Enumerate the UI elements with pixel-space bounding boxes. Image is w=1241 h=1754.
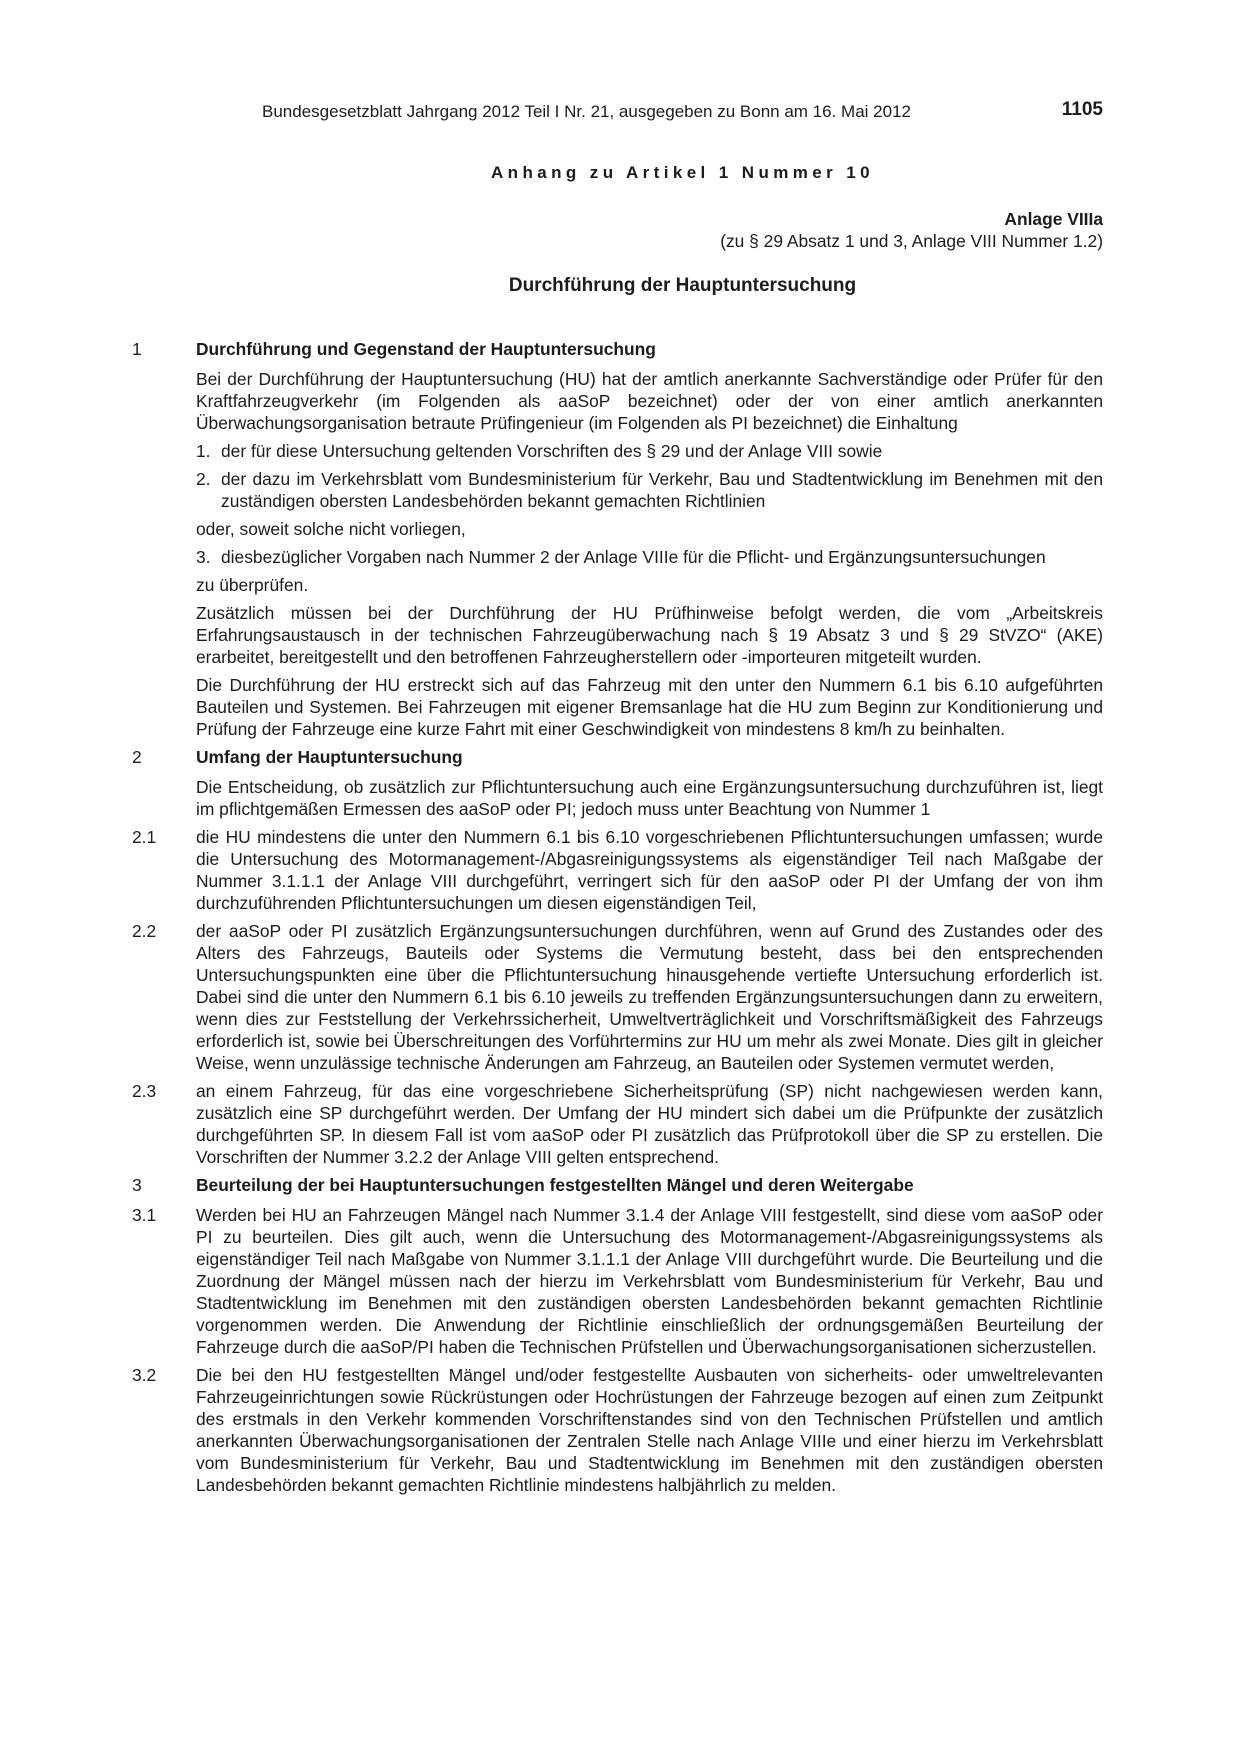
list-item [196, 546, 1103, 568]
section-number: 3 [132, 1175, 142, 1195]
section-heading-2 [132, 746, 1103, 768]
list-text: diesbezüglicher Vorgaben nach Nummer 2 der Anlage VIIIe für die Pflicht- und Ergänzungsuntersuchungen [221, 547, 1046, 567]
paragraph: Die Entscheidung, ob zusätzlich zur Pflichtuntersuchung auch eine Ergänzungsuntersuchung durchzuführen ist, liegt im pflichtgemäßen Ermessen des aaSoP oder PI; jedoch muss unter Beachtung von Nummer 1 [196, 777, 1103, 819]
subsection-text: der aaSoP oder PI zusätzlich Ergänzungsuntersuchungen durchführen, wenn auf Grund des Zustandes oder des Alters des Fahrzeugs, Bauteils oder Systems die Vermutung besteht, dass bei den entsprechenden Untersuchungspunkten eine über die Pflichtuntersuchung hinausgehende vertiefte Untersuchung erforderlich ist. Dabei sind die unter den Nummern 6.1 bis 6.10 jeweils zu treffenden Ergänzungsuntersuchungen dann zu erweitern, wenn dies zur Feststellung der Verkehrssicherheit, Umweltverträglichkeit und Vorschriftsmäßigkeit des Fahrzeugs erforderlich ist, sowie bei Überschreitungen des Vorführtermins zur HU um mehr als zwei Monate. Dies gilt in gleicher Weise, wenn unzulässige technische Änderungen am Fahrzeug, an Bauteilen oder Systemen vermutet werden, [196, 921, 1103, 1073]
subsection-text: Werden bei HU an Fahrzeugen Mängel nach Nummer 3.1.4 der Anlage VIII festgestellt, sind diese vom aaSoP oder PI zu beurteilen. Dies gilt auch, wenn die Untersuchung des Motormanagement-/Abgasreinigungssystems als eigenständiger Teil nach Maßgabe von Nummer 3.1.1.1 der Anlage VIII durchgeführt wurde. Die Beurteilung und die Zuordnung der Mängel müssen nach der hierzu im Verkehrsblatt vom Bundesministerium für Verkehr, Bau und Stadtentwicklung im Benehmen mit den zuständigen obersten Landesbehörden bekannt gemachten Richtlinie vorgenommen werden. Die Anwendung der Richtlinie einschließlich der ordnungsgemäßen Beurteilung der Fahrzeuge durch die aaSoP/PI haben die Technischen Prüfstellen und Überwachungsorganisationen sicherzustellen. [196, 1205, 1103, 1357]
subsection-number: 3.1 [132, 1205, 157, 1225]
paragraph: zu überprüfen. [196, 575, 309, 595]
list-item [196, 468, 1103, 512]
subsection-text: an einem Fahrzeug, für das eine vorgeschriebene Sicherheitsprüfung (SP) nicht nachgewiesen werden kann, zusätzlich eine SP durchgeführt werden. Der Umfang der HU mindert sich dabei um die Prüfpunkte der zusätzlich durchgeführten SP. In diesem Fall ist vom aaSoP oder PI zusätzlich das Prüfprotokoll über die SP zu erstellen. Die Vorschriften der Nummer 3.2.2 der Anlage VIII gelten entsprechend. [196, 1081, 1103, 1167]
list-number: 1. [196, 441, 211, 461]
section-number: 1 [132, 339, 142, 359]
document-title: Durchführung der Hauptuntersuchung [508, 275, 857, 296]
list-text: der dazu im Verkehrsblatt vom Bundesministerium für Verkehr, Bau und Stadtentwicklung im Benehmen mit den zuständigen obersten Landesbehörden bekannt gemachten Richtlinien [221, 469, 1103, 511]
subsection-number: 2.3 [132, 1081, 157, 1101]
paragraph: oder, soweit solche nicht vorliegen, [196, 519, 466, 539]
list-text: der für diese Untersuchung geltenden Vorschriften des § 29 und der Anlage VIII sowie [221, 441, 883, 461]
subsection-3-1 [132, 1204, 1103, 1358]
subsection-2-1 [132, 826, 1103, 914]
list-number: 2. [196, 469, 211, 489]
list-number: 3. [196, 547, 211, 567]
subsection-number: 3.2 [132, 1365, 157, 1385]
section-heading-1 [132, 338, 1103, 360]
section-title: Umfang der Hauptuntersuchung [196, 747, 463, 767]
anlage-reference: (zu § 29 Absatz 1 und 3, Anlage VIII Nummer 1.2) [720, 231, 1103, 251]
annex-title: Anhang zu Artikel 1 Nummer 10 [491, 163, 874, 182]
section-number: 2 [132, 747, 142, 767]
gazette-line: Bundesgesetzblatt Jahrgang 2012 Teil I Nr. 21, ausgegeben zu Bonn am 16. Mai 2012 [262, 102, 911, 121]
section-title: Beurteilung der bei Hauptuntersuchungen festgestellten Mängel und deren Weitergabe [196, 1175, 914, 1195]
page-number: 1105 [1061, 99, 1103, 120]
paragraph: Die Durchführung der HU erstreckt sich auf das Fahrzeug mit den unter den Nummern 6.1 bis 6.10 aufgeführten Bauteilen und Systemen. Bei Fahrzeugen mit eigener Bremsanlage hat die HU zum Beginn zur Konditionierung und Prüfung der Fahrzeuge eine kurze Fahrt mit einer Geschwindigkeit von mindestens 8 km/h zu beinhalten. [196, 675, 1103, 739]
subsection-text: die HU mindestens die unter den Nummern 6.1 bis 6.10 vorgeschriebenen Pflichtuntersuchungen umfassen; wurde die Untersuchung des Motormanagement-/Abgasreinigungssystems als eigenständiger Teil nach Maßgabe der Nummer 3.1.1.1 der Anlage VIII durchgeführt, verringert sich für den aaSoP oder PI der Umfang der von ihm durchzuführenden Pflichtuntersuchungen um diesen eigenständigen Teil, [196, 827, 1103, 913]
paragraph: Zusätzlich müssen bei der Durchführung der HU Prüfhinweise befolgt werden, die vom „Arbeitskreis Erfahrungsaustausch in der technischen Fahrzeugüberwachung nach § 19 Absatz 3 und § 29 StVZO“ (AKE) erarbeitet, bereitgestellt und den betroffenen Fahrzeugherstellern oder -importeuren mitgeteilt wurden. [196, 603, 1103, 667]
section-title: Durchführung und Gegenstand der Hauptuntersuchung [196, 339, 656, 359]
paragraph: Bei der Durchführung der Hauptuntersuchung (HU) hat der amtlich anerkannte Sachverständige oder Prüfer für den Kraftfahrzeugverkehr (im Folgenden als aaSoP bezeichnet) oder der von einer amtlich anerkannten Überwachungsorganisation betraute Prüfingenieur (im Folgenden als PI bezeichnet) die Einhaltung [196, 369, 1103, 433]
subsection-number: 2.2 [132, 921, 157, 941]
anlage-block [720, 208, 1103, 252]
subsection-number: 2.1 [132, 827, 157, 847]
anlage-name: Anlage VIIIa [1004, 209, 1103, 229]
document-body [132, 338, 1103, 1502]
subsection-text: Die bei den HU festgestellten Mängel und/oder festgestellte Ausbauten von sicherheits- oder umweltrelevanten Fahrzeugeinrichtungen sowie Rückrüstungen oder Hochrüstungen der Fahrzeuge bezogen auf einen zum Zeitpunkt des erstmals in den Verkehr kommenden Vorschriftenstandes sind von den Technischen Prüfstellen und amtlich anerkannten Überwachungsorganisationen der Zentralen Stelle nach Anlage VIIIe und einer hierzu im Verkehrsblatt vom Bundesministerium für Verkehr, Bau und Stadtentwicklung im Benehmen mit den zuständigen obersten Landesbehörden bekannt gemachten Richtlinie mindestens halbjährlich zu melden. [196, 1365, 1103, 1495]
subsection-3-2 [132, 1364, 1103, 1496]
list-item [196, 440, 1103, 462]
subsection-2-2 [132, 920, 1103, 1074]
subsection-2-3 [132, 1080, 1103, 1168]
section-heading-3 [132, 1174, 1103, 1196]
